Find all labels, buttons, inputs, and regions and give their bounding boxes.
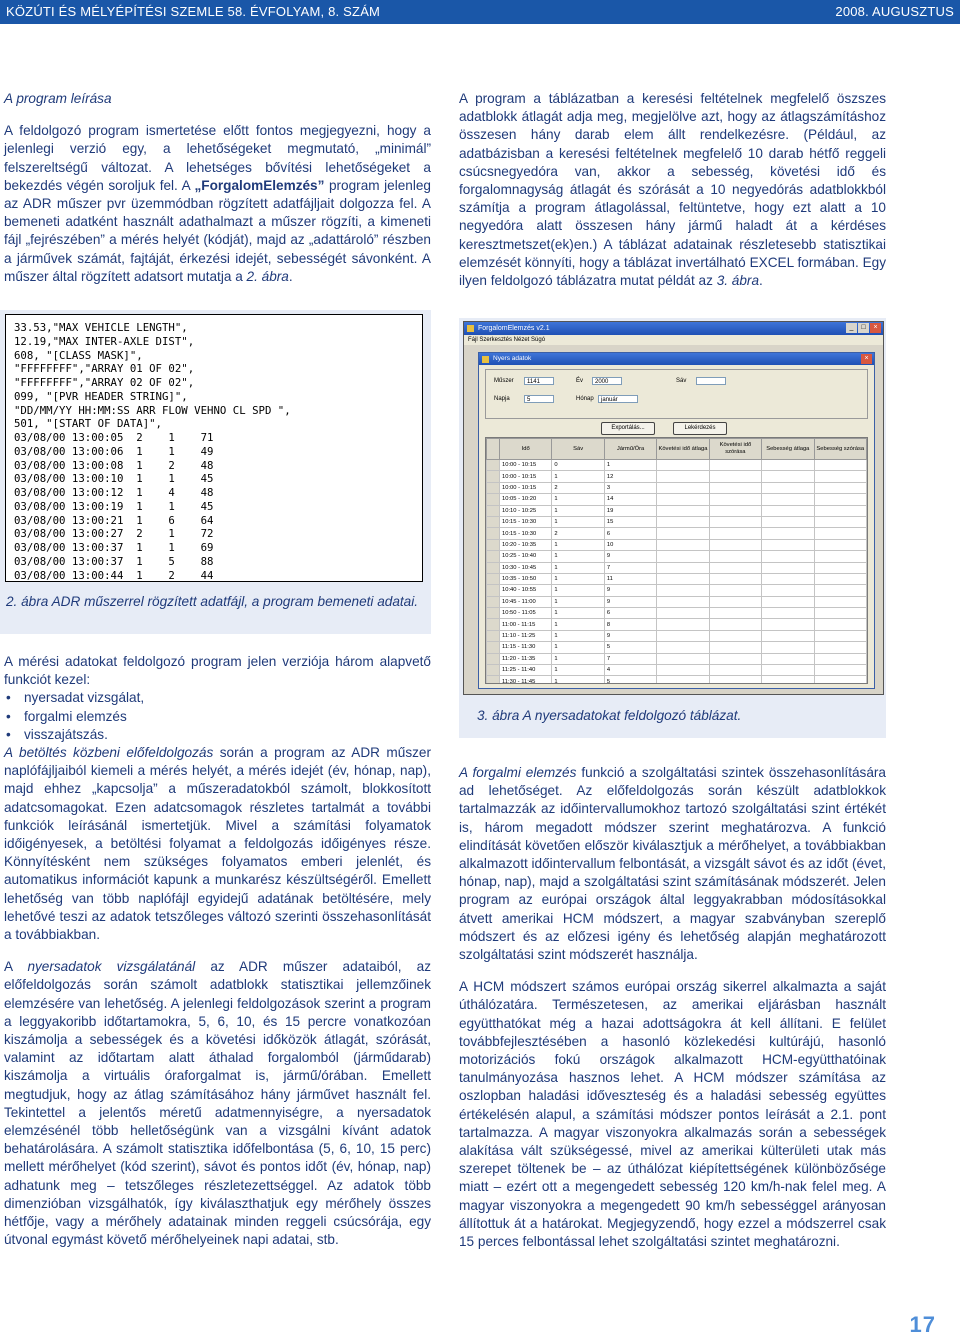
- paragraph: A HCM módszert számos európai ország sikerrel alkalmazta a saját úthálózatára. Természetesen, az amerikai eljárásban használt együtthatókat még a hazai adottságokra át kell állítani. E felület továbbfejlesztésében a hasonló közlekedési kultúrájú, hasonló motorizációs fokú országok alkalmazott HCM-együtthatóinak tanulmányozása hasznos lehet. A HCM módszer számítása az oszlopban haladási időveszteség és a haladási sebesség együttes értékelésén alapul, a számítási módszer pontos leírását a 2.1. pont tartalmazza. A magyar viszonyokra alkalmazás során a sebességek alakítása vált szükségessé, mivel az amerikai külterületi utak más szerepet töltenek be – az úthálózat kiépítettségének különbözősége miatt – ezért ott a megengedett sebesség 120 km/h-nak felel meg. A magyar viszonyokra a megengedett 90 km/h sebességgel arányosan állítottuk át a határokat. Megjegyzendő, hogy ezzel a módszerrel csak 15 perces felbontással lehet szolgáltatási szintet meghatározni.: [459, 979, 886, 1250]
- table-cell[interactable]: 10:20 - 10:35: [500, 539, 552, 550]
- table-cell[interactable]: [814, 482, 866, 493]
- table-cell[interactable]: [709, 494, 761, 505]
- close-icon[interactable]: ×: [870, 323, 881, 333]
- table-cell[interactable]: 1: [552, 653, 604, 664]
- table-cell[interactable]: 10:40 - 10:55: [500, 585, 552, 596]
- functions-intro: A mérési adatokat feldolgozó program jelen verziója három alapvető funkciót kezel:: [4, 654, 431, 688]
- table-cell[interactable]: 10:35 - 10:50: [500, 573, 552, 584]
- column-right-top: [459, 90, 886, 290]
- table-cell[interactable]: [709, 608, 761, 619]
- term: A forgalmi elemzés: [459, 765, 577, 780]
- table-cell[interactable]: 1: [604, 460, 656, 471]
- table-cell[interactable]: 10: [604, 539, 656, 550]
- table-cell[interactable]: 1: [552, 551, 604, 562]
- data-line: 099, "[PVR HEADER STRING]",: [14, 389, 188, 403]
- figure-ref: 3. ábra: [716, 273, 760, 289]
- column-header[interactable]: Sebesség átlaga: [762, 439, 814, 460]
- table-cell[interactable]: [762, 539, 814, 550]
- table-cell[interactable]: [814, 505, 866, 516]
- table-row[interactable]: [487, 516, 867, 527]
- minimize-icon[interactable]: _: [846, 323, 857, 333]
- table-cell[interactable]: 9: [604, 551, 656, 562]
- table-cell[interactable]: [709, 516, 761, 527]
- table-row[interactable]: [487, 630, 867, 641]
- table-cell[interactable]: [762, 516, 814, 527]
- raw-data-dialog: [478, 352, 875, 689]
- table-row[interactable]: [487, 653, 867, 664]
- table-cell[interactable]: 2: [552, 482, 604, 493]
- paragraph: A feldolgozó program ismertetése előtt fontos megjegyezni, hogy a jelenlegi verzió egy, a lehetőségeket megmutató, „minimál” felszereltségű változat. A lehetséges bővítési lehetőségeket a bekezdés végén soroljuk fel. A „ForgalomElemzés” program jelenleg az ADR műszer pvr üzemmódban rögzített adatfájljait dolgozza fel. A bemeneti adatként használt adathalmazt a műszer rögzíti, a kimeneti fájl „fejrészében” a mérés helyét (kódját), majd az „adattároló” részben a járművek számát, fajtáját, érkezési idejét, sebességét sávonként. A műszer által rögzített adatsort mutatja a 2. ábra.: [4, 123, 431, 284]
- table-row[interactable]: [487, 562, 867, 573]
- table-row[interactable]: [487, 642, 867, 653]
- table-cell[interactable]: [709, 460, 761, 471]
- table-cell[interactable]: [814, 551, 866, 562]
- table-cell[interactable]: 10:15 - 10:30: [500, 528, 552, 539]
- table-cell[interactable]: 5: [604, 676, 656, 684]
- table-cell[interactable]: [709, 505, 761, 516]
- table-cell[interactable]: [657, 551, 709, 562]
- row-header[interactable]: [487, 573, 500, 584]
- table-cell[interactable]: [762, 494, 814, 505]
- table-cell[interactable]: 10:00 - 10:15: [500, 471, 552, 482]
- table-cell[interactable]: [814, 494, 866, 505]
- table-cell[interactable]: [709, 585, 761, 596]
- table-cell[interactable]: [709, 539, 761, 550]
- dialog-title: Nyers adatok: [493, 355, 532, 362]
- table-cell[interactable]: 9: [604, 596, 656, 607]
- data-line: 03/08/00 13:00:21 1 6 64: [14, 513, 214, 527]
- table-cell[interactable]: [709, 562, 761, 573]
- table-row[interactable]: [487, 460, 867, 471]
- muszer-input[interactable]: 1141: [524, 377, 554, 385]
- results-grid[interactable]: [485, 437, 868, 684]
- row-header[interactable]: [487, 494, 500, 505]
- table-cell[interactable]: [814, 585, 866, 596]
- table-cell[interactable]: 10:25 - 10:40: [500, 551, 552, 562]
- table-cell[interactable]: [657, 665, 709, 676]
- table-cell[interactable]: 1: [552, 608, 604, 619]
- column-right-bottom: [459, 764, 886, 1251]
- ev-input[interactable]: 2000: [592, 377, 622, 385]
- figure-3: [459, 318, 886, 738]
- table-row[interactable]: [487, 619, 867, 630]
- data-line: 03/08/00 13:00:37 1 5 88: [14, 554, 214, 568]
- table-cell[interactable]: [814, 471, 866, 482]
- row-header[interactable]: [487, 642, 500, 653]
- row-header[interactable]: [487, 619, 500, 630]
- row-header[interactable]: [487, 516, 500, 527]
- table-cell[interactable]: [762, 585, 814, 596]
- table-cell[interactable]: 1: [552, 676, 604, 684]
- table-row[interactable]: [487, 596, 867, 607]
- row-header[interactable]: [487, 676, 500, 684]
- table-cell[interactable]: 1: [552, 539, 604, 550]
- table-cell[interactable]: 1: [552, 471, 604, 482]
- figure-ref: 2. ábra: [246, 268, 289, 284]
- table-cell[interactable]: 6: [604, 528, 656, 539]
- table-cell[interactable]: [657, 642, 709, 653]
- data-line: 03/08/00 13:00:12 1 4 48: [14, 486, 214, 499]
- dialog-titlebar: [479, 353, 874, 365]
- row-header[interactable]: [487, 653, 500, 664]
- table-cell[interactable]: [814, 619, 866, 630]
- data-line: 03/08/00 13:00:27 2 1 72: [14, 527, 214, 541]
- table-cell[interactable]: [657, 460, 709, 471]
- issue-date: 2008. AUGUSZTUS: [835, 4, 954, 19]
- table-cell[interactable]: [709, 619, 761, 630]
- table-cell[interactable]: [814, 562, 866, 573]
- row-header[interactable]: [487, 539, 500, 550]
- table-cell[interactable]: 1: [552, 573, 604, 584]
- table-cell[interactable]: 10:50 - 11:05: [500, 608, 552, 619]
- data-line: 33.53,"MAX VEHICLE LENGTH",: [14, 321, 188, 334]
- list-item: • visszajátszás.: [24, 726, 431, 744]
- dialog-icon: [482, 356, 489, 363]
- column-header[interactable]: Követési idő szórása: [709, 439, 761, 460]
- data-line: 03/08/00 13:00:19 1 1 45: [14, 499, 214, 513]
- table-cell[interactable]: 1: [552, 494, 604, 505]
- table-row[interactable]: [487, 573, 867, 584]
- data-line: 03/08/00 13:00:10 1 1 45: [14, 472, 214, 486]
- table-cell[interactable]: [709, 528, 761, 539]
- row-header[interactable]: [487, 460, 500, 471]
- data-line: "FFFFFFFF","ARRAY 01 OF 02",: [14, 362, 195, 376]
- data-line: "DD/MM/YY HH:MM:SS ARR FLOW VEHNO CL SPD ",: [14, 403, 291, 417]
- table-cell[interactable]: [657, 539, 709, 550]
- table-cell[interactable]: 8: [604, 619, 656, 630]
- column-left-top: [4, 90, 431, 286]
- table-cell[interactable]: [762, 460, 814, 471]
- table-cell[interactable]: [709, 596, 761, 607]
- table-row[interactable]: [487, 471, 867, 482]
- table-cell[interactable]: [762, 665, 814, 676]
- table-cell[interactable]: 1: [552, 516, 604, 527]
- column-header[interactable]: Jármű/Óra: [604, 439, 656, 460]
- table-cell[interactable]: 10:00 - 10:15: [500, 460, 552, 471]
- table-cell[interactable]: 7: [604, 562, 656, 573]
- table-cell[interactable]: [762, 653, 814, 664]
- table-cell[interactable]: 10:45 - 11:00: [500, 596, 552, 607]
- table-cell[interactable]: [657, 494, 709, 505]
- table-cell[interactable]: [814, 528, 866, 539]
- running-header: [0, 0, 960, 24]
- filter-panel: Műszer 1141 Év 2000 Sáv Napja 5 Hónap január: [485, 369, 868, 419]
- table-row[interactable]: [487, 608, 867, 619]
- table-cell[interactable]: 12: [604, 471, 656, 482]
- function-list: [4, 689, 431, 744]
- table-row[interactable]: [487, 494, 867, 505]
- table-cell[interactable]: [814, 676, 866, 684]
- table-cell[interactable]: 1: [552, 619, 604, 630]
- column-left-bottom: [4, 653, 431, 1250]
- figure-2: [0, 310, 431, 634]
- table-cell[interactable]: [762, 471, 814, 482]
- table-cell[interactable]: [709, 653, 761, 664]
- table-cell[interactable]: 10:30 - 10:45: [500, 562, 552, 573]
- table-cell[interactable]: [657, 676, 709, 684]
- row-header[interactable]: [487, 528, 500, 539]
- table-cell[interactable]: [657, 608, 709, 619]
- column-header[interactable]: Követési idő átlaga: [657, 439, 709, 460]
- table-cell[interactable]: 6: [604, 608, 656, 619]
- table-row[interactable]: [487, 551, 867, 562]
- page-number: 17: [909, 1312, 936, 1337]
- data-line: 03/08/00 13:00:06 1 1 49: [14, 444, 214, 458]
- term: nyersadatok vizsgálatánál: [27, 959, 196, 975]
- menu-bar[interactable]: Fájl Szerkesztés Nézet Súgó: [464, 335, 883, 345]
- table-cell[interactable]: [657, 630, 709, 641]
- column-header[interactable]: Sáv: [552, 439, 604, 460]
- figure-2-caption: 2. ábra ADR műszerrel rögzített adatfájl, a program bemeneti adatai.: [6, 594, 419, 609]
- table-cell[interactable]: [762, 676, 814, 684]
- sav-input[interactable]: [696, 377, 726, 385]
- data-line: 608, "[CLASS MASK]",: [14, 348, 143, 362]
- table-cell[interactable]: 15: [604, 516, 656, 527]
- table-cell[interactable]: [657, 562, 709, 573]
- table-cell[interactable]: 1: [552, 505, 604, 516]
- table-cell[interactable]: [657, 653, 709, 664]
- table-row[interactable]: [487, 665, 867, 676]
- table-cell[interactable]: 2: [552, 528, 604, 539]
- table-cell[interactable]: 11:30 - 11:45: [500, 676, 552, 684]
- table-cell[interactable]: [657, 573, 709, 584]
- table-cell[interactable]: 5: [604, 642, 656, 653]
- data-line: 501, "[START OF DATA]",: [14, 417, 162, 431]
- table-cell[interactable]: [709, 665, 761, 676]
- table-cell[interactable]: [709, 630, 761, 641]
- term: A betöltés közbeni előfeldolgozás: [4, 745, 214, 761]
- app-icon: [467, 325, 474, 332]
- row-header[interactable]: [487, 471, 500, 482]
- table-cell[interactable]: 1: [552, 596, 604, 607]
- row-header[interactable]: [487, 596, 500, 607]
- row-header-corner: [487, 439, 500, 460]
- data-file-listing: [5, 314, 423, 582]
- table-cell[interactable]: [814, 665, 866, 676]
- table-cell[interactable]: 0: [552, 460, 604, 471]
- table-cell[interactable]: 1: [552, 562, 604, 573]
- table-cell[interactable]: [709, 573, 761, 584]
- table-cell[interactable]: [709, 676, 761, 684]
- table-cell[interactable]: [762, 619, 814, 630]
- table-cell[interactable]: 10:15 - 10:30: [500, 516, 552, 527]
- table-cell[interactable]: [762, 596, 814, 607]
- table-cell[interactable]: [814, 608, 866, 619]
- table-cell[interactable]: 10:05 - 10:20: [500, 494, 552, 505]
- table-cell[interactable]: 11: [604, 573, 656, 584]
- table-cell[interactable]: [762, 642, 814, 653]
- table-cell[interactable]: 1: [552, 665, 604, 676]
- table-cell[interactable]: 1: [552, 585, 604, 596]
- table-cell[interactable]: 14: [604, 494, 656, 505]
- app-window: [463, 321, 884, 695]
- table-cell[interactable]: 11:10 - 11:25: [500, 630, 552, 641]
- table-cell[interactable]: [814, 653, 866, 664]
- table-cell[interactable]: [762, 573, 814, 584]
- table-cell[interactable]: [657, 505, 709, 516]
- data-line: 03/08/00 13:00:44 1 2 44: [14, 568, 214, 582]
- paragraph: A program a táblázatban a keresési feltételnek megfelelő öszszes adatblokk átlagát adja meg, megjelölve azt, hogy az átlagszámításhoz összesen hány darab elem állt rendelkezésre. (Például, az adatbázisban a keresési feltételnek megfelelő 10 darab hétfő reggeli csúcsnegyedóra van, akkor a sebesség, követési idő és forgalomnagyság átlagát és szórását a 10 negyedórás adatblokkból számítja a program átlagolással, feltüntetve, hogy ezt alatt a 10 negyedóra alatt összesen hány jármű haladt át a kérdéses keresztmetszet(ek)en.) A táblázat adatainak részletesebb statisztikai elemzését könnyíti, hogy a táblázat invertálható EXCEL formában. Egy ilyen feldolgozó táblázatra mutat példát az 3. ábra.: [459, 91, 886, 289]
- row-header[interactable]: [487, 482, 500, 493]
- data-line: 03/08/00 13:00:08 1 2 48: [14, 458, 214, 472]
- table-cell[interactable]: [814, 596, 866, 607]
- table-cell[interactable]: 3: [604, 482, 656, 493]
- table-cell[interactable]: [762, 630, 814, 641]
- window-title: ForgalomElemzés v2.1: [478, 325, 550, 332]
- table-cell[interactable]: [709, 642, 761, 653]
- paragraph: A nyersadatok vizsgálatánál az ADR műszer adataiból, az előfeldolgozás során számolt adatblokk statisztikai jellemzőinek elemzésére van lehetőség. A jelenlegi feldolgozások szerint a program a leggyakoribb időtartamokra, 5, 6, 10, és 15 percre vonatkozóan kiszámolja a sebességek és a követési időközök átlagát, szórását, valamint az időtartam alatt áthalad forgalomból (járműdarab) kiszámolja a virtuális óraforgalmat is, jármű/órában. Emellett megtudjuk, hogy az átlag számításához hány járművet használt fel. Tekintettel a jelentős méretű adatmennyiségre, a nyersadatok elemzésénél több helletőségünk van a vizsgálni kívánt adatok behatárolására. A számolt statisztika időfelbontása (5, 6, 10, 15 perc) mellett mérőhelyet (kód szerint), sávot és pontos időt (év, hónap, nap) adhatunk meg – tetszőleges részletezettséggel. Az adatok több dimenzióban vizsgálhatók, így kiválaszthatjuk egy mérőhely összes hétfője, vagy a mérőhely adatainak minden reggeli csúcsórája, egy útvonal egymást követő mérőhelyeinek napi adatai, stb.: [4, 959, 431, 1248]
- table-row[interactable]: [487, 505, 867, 516]
- row-header[interactable]: [487, 585, 500, 596]
- table-cell[interactable]: [657, 528, 709, 539]
- napja-input[interactable]: 5: [524, 395, 554, 403]
- table-row[interactable]: [487, 676, 867, 684]
- table-cell[interactable]: [657, 471, 709, 482]
- program-name: „ForgalomElemzés”: [194, 177, 325, 193]
- table-cell[interactable]: [814, 642, 866, 653]
- row-header[interactable]: [487, 630, 500, 641]
- table-cell[interactable]: [762, 528, 814, 539]
- list-item: • forgalmi elemzés: [24, 708, 431, 726]
- section-heading: A program leírása: [4, 91, 112, 106]
- table-cell[interactable]: [814, 460, 866, 471]
- table-cell[interactable]: [657, 596, 709, 607]
- table-cell[interactable]: [762, 482, 814, 493]
- query-button[interactable]: Lekérdezés: [673, 422, 727, 435]
- paragraph: A betöltés közbeni előfeldolgozás során a program az ADR műszer naplófájljaiból kiemeli a mérés helyét, a mérés idejét (év, hónap, nap), majd ehhez „kapcsolja” a műszeradatokból számolt, blokkosított adatcsomagokat. Ezen adatcsomagok részletes tartalmát a további funkciók leírásánál ismertetjük. Mivel a számítási folyamatok időigényesek, a betöltési folyamat a feldolgozás időigényes része. Könnyítésként nem szükséges folyamatos emberi jelenlét, és automatikus információt kapunk a munkarész készültségéről. Emellett lehetőség van több naplófájl egyidejű adatának betöltésére, mely lehetővé teszi az adatok tetszőleges változó szerinti összehasonlítását a továbbiakban.: [4, 745, 431, 943]
- honap-input[interactable]: január: [598, 395, 638, 403]
- close-icon[interactable]: ×: [861, 354, 872, 364]
- table-row[interactable]: [487, 539, 867, 550]
- column-header[interactable]: Sebesség szórása: [814, 439, 866, 460]
- list-item: • nyersadat vizsgálat,: [24, 689, 431, 707]
- table-cell[interactable]: [657, 516, 709, 527]
- table-cell[interactable]: 11:00 - 11:15: [500, 619, 552, 630]
- table-cell[interactable]: [814, 516, 866, 527]
- column-header[interactable]: Idő: [500, 439, 552, 460]
- table-row[interactable]: [487, 528, 867, 539]
- paragraph: A forgalmi elemzés funkció a szolgáltatási szintek összehasonlítására ad lehetőséget. Az előfeldolgozás során készült adatblokkok tartalmazzák az időintervallumokhoz tartozó szolgáltatási szint értékét is, három megadott módszer szerint meghatározva. A funkció elindítását követően először kiválasztjuk a mérőhelyet, a továbbiakban alkalmazott időintervallum felbontását, a vizsgált sávot és az időt (évet, hónap, nap), majd a szolgáltatási szint számításának módszerét. Jelen program az európai országok által leggyakrabban módosításokkal átvett amerikai HCM módszert, a magyar szabványban szereplő módszert és az előzesi igény és lehetőség alapján meghatározott szolgáltatási szint módszerét használja.: [459, 765, 886, 963]
- table-cell[interactable]: 11:25 - 11:40: [500, 665, 552, 676]
- table-cell[interactable]: [814, 539, 866, 550]
- window-titlebar: [464, 322, 883, 335]
- data-line: 03/08/00 13:00:05 2 1 71: [14, 431, 214, 444]
- table-cell[interactable]: [709, 482, 761, 493]
- table-cell[interactable]: [709, 551, 761, 562]
- row-header[interactable]: [487, 608, 500, 619]
- data-line: 03/08/00 13:00:37 1 1 69: [14, 541, 214, 554]
- figure-3-caption: 3. ábra A nyersadatokat feldolgozó táblázat.: [477, 708, 742, 723]
- table-cell[interactable]: [709, 471, 761, 482]
- table-cell[interactable]: 9: [604, 630, 656, 641]
- table-cell[interactable]: [657, 585, 709, 596]
- table-cell[interactable]: 1: [552, 630, 604, 641]
- table-cell[interactable]: 1: [552, 642, 604, 653]
- table-row[interactable]: [487, 482, 867, 493]
- table-cell[interactable]: [814, 630, 866, 641]
- table-cell[interactable]: 10:00 - 10:15: [500, 482, 552, 493]
- table-cell[interactable]: [657, 482, 709, 493]
- table-row[interactable]: [487, 585, 867, 596]
- row-header[interactable]: [487, 505, 500, 516]
- row-header[interactable]: [487, 665, 500, 676]
- table-cell[interactable]: 11:15 - 11:30: [500, 642, 552, 653]
- table-cell[interactable]: 7: [604, 653, 656, 664]
- table-cell[interactable]: [657, 619, 709, 630]
- maximize-icon[interactable]: □: [858, 323, 869, 333]
- row-header[interactable]: [487, 551, 500, 562]
- table-cell[interactable]: 4: [604, 665, 656, 676]
- table-cell[interactable]: 19: [604, 505, 656, 516]
- table-cell[interactable]: [762, 608, 814, 619]
- table-cell[interactable]: 9: [604, 585, 656, 596]
- export-button[interactable]: Exportálás...: [601, 422, 655, 435]
- table-cell[interactable]: 11:20 - 11:35: [500, 653, 552, 664]
- table-cell[interactable]: 10:10 - 10:25: [500, 505, 552, 516]
- table-cell[interactable]: [762, 562, 814, 573]
- table-cell[interactable]: [762, 551, 814, 562]
- data-line: "FFFFFFFF","ARRAY 02 OF 02",: [14, 376, 195, 389]
- table-cell[interactable]: [762, 505, 814, 516]
- journal-title: KÖZÚTI ÉS MÉLYÉPÍTÉSI SZEMLE 58. ÉVFOLYAM, 8. SZÁM: [6, 4, 381, 19]
- data-line: 12.19,"MAX INTER-AXLE DIST",: [14, 334, 195, 348]
- table-cell[interactable]: [814, 573, 866, 584]
- row-header[interactable]: [487, 562, 500, 573]
